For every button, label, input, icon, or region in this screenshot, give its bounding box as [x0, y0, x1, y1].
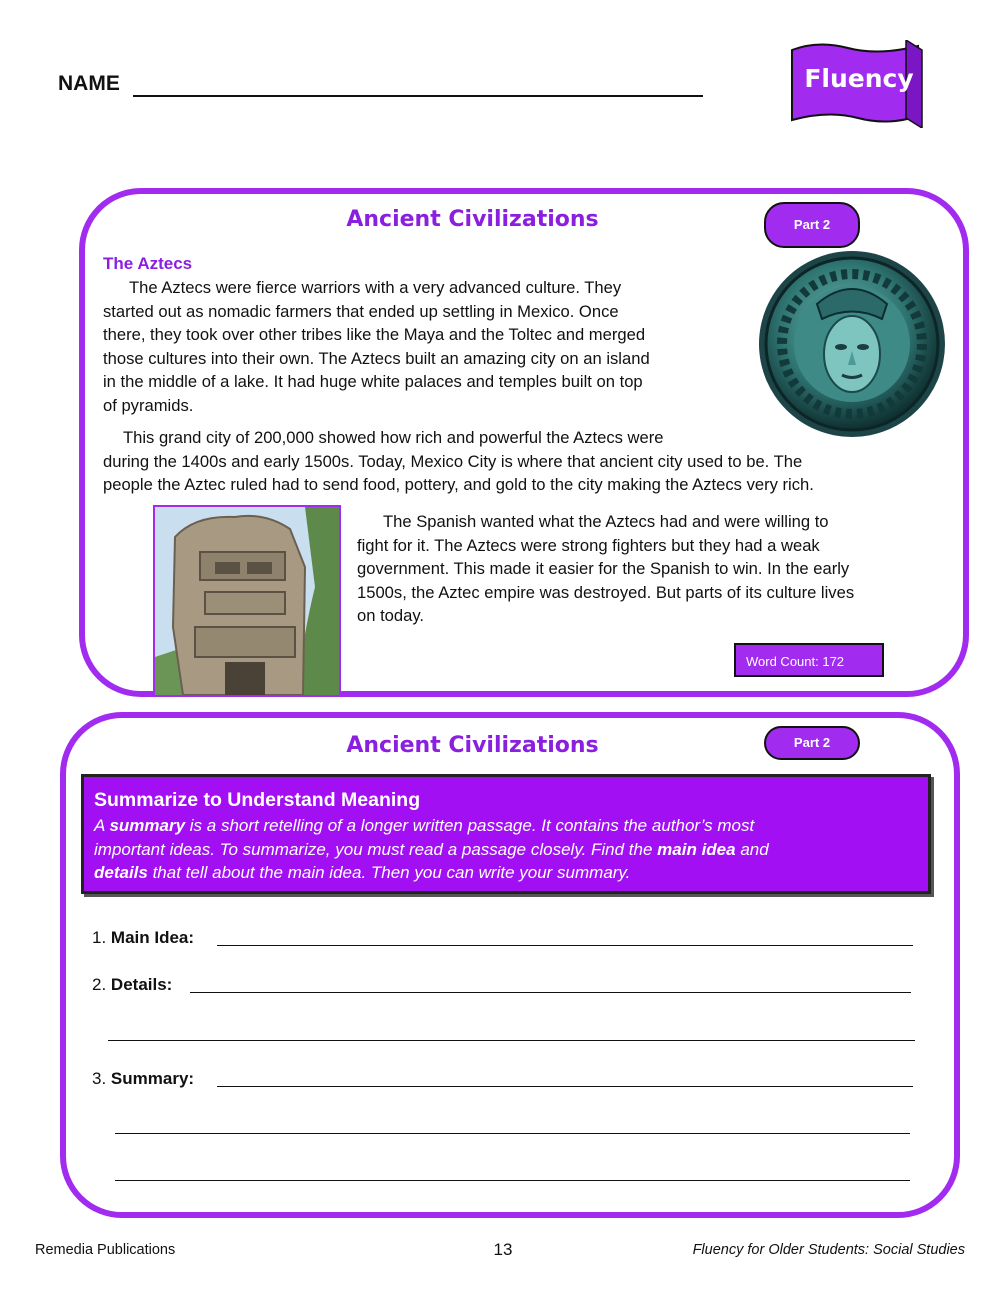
details-answer-line[interactable]: [190, 992, 911, 993]
passage-paragraph-1: [103, 276, 763, 417]
passage-line: This grand city of 200,000 showed how rich and powerful the Aztecs were: [123, 428, 664, 447]
summary-answer-line[interactable]: [115, 1133, 910, 1134]
question-label: Summary:: [110, 1069, 195, 1088]
question-label: Main Idea:: [110, 928, 195, 947]
summarize-heading: Summarize to Understand Meaning: [94, 789, 421, 811]
activity-card-title: Ancient Civilizations: [346, 733, 599, 758]
summarize-description: [94, 814, 918, 885]
passage-line: of pyramids.: [103, 395, 194, 415]
passage-line: The Spanish wanted what the Aztecs had and were willing to: [383, 512, 829, 531]
term-summary: summary: [109, 816, 186, 835]
text-run: is a short retelling of a longer written passage. It contains the author’s most: [185, 816, 755, 835]
aztec-stone-statue-image: [153, 505, 341, 697]
word-count-badge: Word Count: 172: [734, 643, 884, 677]
aztec-mask-medallion-image: [757, 249, 947, 439]
footer-page-number: 13: [493, 1240, 513, 1259]
passage-line: 1500s, the Aztec empire was destroyed. But parts of its culture lives: [357, 582, 855, 602]
passage-line: during the 1400s and early 1500s. Today, Mexico City is where that ancient city used to be. The: [103, 451, 803, 471]
passage-subheading: The Aztecs: [103, 254, 193, 273]
part-badge: Part 2: [764, 726, 860, 760]
fluency-label: Fluency: [804, 64, 914, 93]
passage-line: on today.: [357, 606, 425, 625]
passage-line: The Aztecs were fierce warriors with a very advanced culture. They: [129, 278, 622, 297]
reading-card-title: Ancient Civilizations: [346, 207, 599, 232]
passage-line: fight for it. The Aztecs were strong fighters but they had a weak: [357, 535, 820, 555]
summary-answer-line[interactable]: [115, 1180, 910, 1181]
part-badge: Part 2: [764, 202, 860, 248]
summarize-line: [94, 861, 918, 885]
term-details: details: [94, 863, 148, 882]
name-input-line[interactable]: [133, 95, 703, 97]
text-run: that tell about the main idea. Then you can write your summary.: [147, 863, 631, 882]
text-run: A: [94, 816, 110, 835]
details-label: [92, 975, 172, 995]
passage-paragraph-3: [357, 510, 952, 628]
text-run: and: [735, 839, 769, 859]
main-idea-label: [92, 928, 194, 948]
footer-book-title: Fluency for Older Students: Social Studies: [692, 1242, 965, 1258]
main-idea-answer-line[interactable]: [217, 945, 913, 946]
footer-publisher: Remedia Publications: [35, 1242, 176, 1258]
question-label: Details:: [110, 975, 173, 994]
term-main-idea: main idea: [657, 839, 736, 859]
summary-answer-line[interactable]: [217, 1086, 913, 1087]
passage-paragraph-2: [103, 426, 953, 497]
details-answer-line[interactable]: [108, 1040, 915, 1041]
summarize-line: [94, 838, 918, 862]
passage-line: in the middle of a lake. It had huge white palaces and temples built on top: [103, 372, 643, 391]
passage-line: those cultures into their own. The Aztecs built an amazing city on an island: [103, 348, 650, 368]
text-run: important ideas. To summarize, you must read a passage closely. Find the: [94, 839, 658, 859]
question-number: 1.: [92, 928, 107, 947]
passage-line: government. This made it easier for the Spanish to win. In the early: [357, 559, 850, 578]
summarize-instructions-box: [81, 774, 931, 894]
question-number: 2.: [92, 975, 107, 994]
summarize-line: [94, 814, 918, 838]
question-number: 3.: [92, 1069, 107, 1088]
name-label: NAME: [58, 72, 120, 95]
summary-label: [92, 1069, 194, 1089]
passage-line: started out as nomadic farmers that ended up settling in Mexico. Once: [103, 301, 619, 321]
passage-line: there, they took over other tribes like the Maya and the Toltec and merged: [103, 325, 646, 344]
passage-line: people the Aztec ruled had to send food, pottery, and gold to the city making the Aztecs very rich.: [103, 475, 814, 494]
